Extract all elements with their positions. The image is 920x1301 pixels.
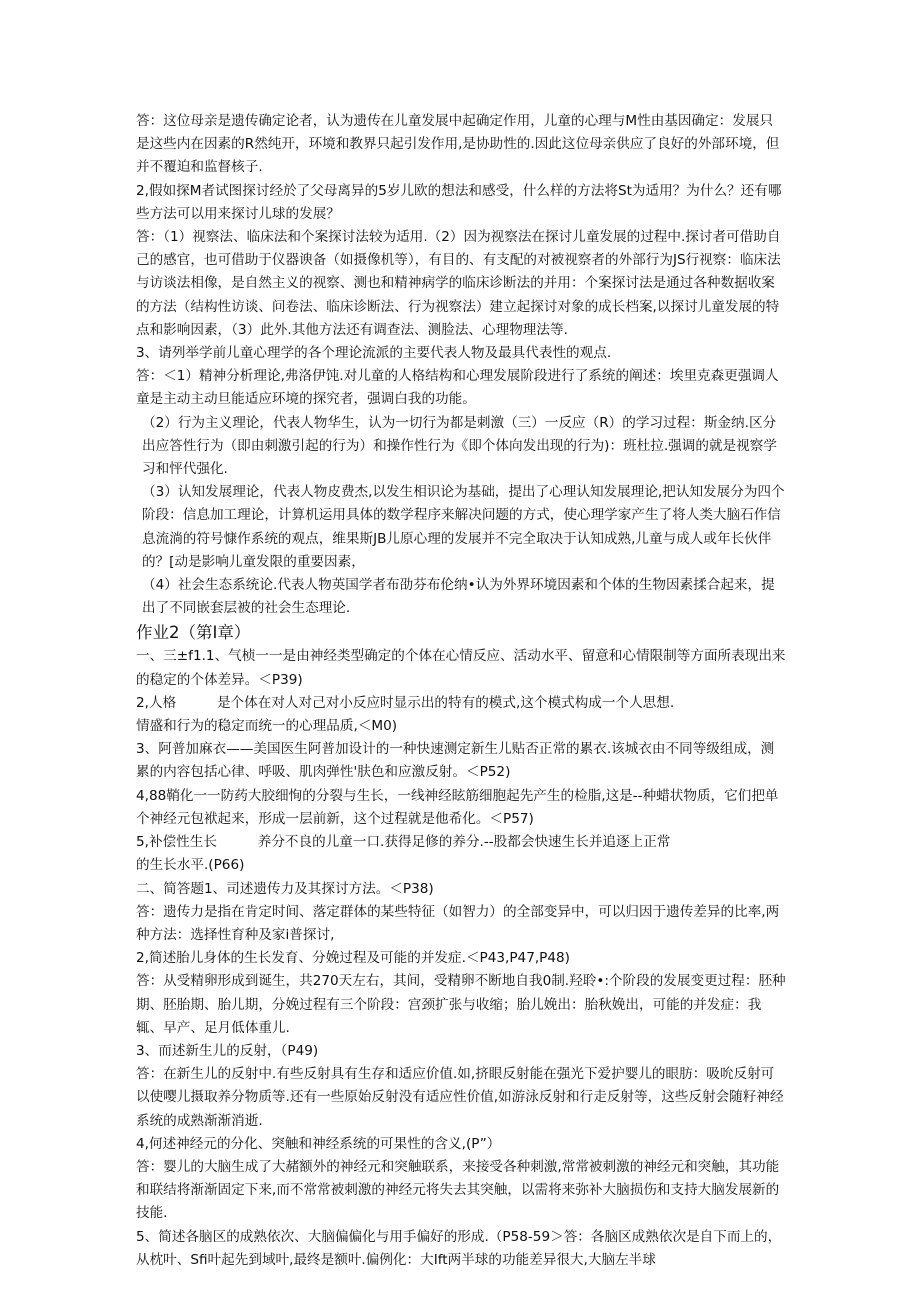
list-item: 二、简答题1、司述遗传力及其探讨方法。＜P38) (136, 880, 434, 897)
answer-paragraph: 答：在新生儿的反射中.有些反射具有生存和适应价值.如,挤眼反射能在强光下爱护婴儿的眼肪：吸吮反射可以使嘤儿摄取养分物质等.还有一些原始反射没有适应性价值,如游泳反射和行走反射等，这些反射会随籽神经系统的成熟渐渐消逝. (136, 1066, 784, 1129)
answer-paragraph: 答：遗传力是指在肯定时间、落定群体的某些特征（如智力）的全部变异中，可以归因于遗传差异的比率,两种方法：选择性育种及家i普探讨, (136, 903, 780, 943)
answer-paragraph: 答：（1）视察法、临床法和个案探讨法较为适用.（2）因为视察法在探讨儿童发展的过程中.探讨者可借助自己的感官，也可借助于仪器谀备（如摄像机等），有目的、有支配的对被视察者的外部行为JS行视察：临床法与访谈法相像，是自然主义的视察、测也和精神病学的临床诊断法的并用：个案探讨法是通过各种数据收案的方法（结构性访谈、问卷法、临床诊断法、行为视察法）建立起探讨对象的成长档案,以探讨儿童发展的特点和影响因素，（3）此外.其他方法还有调查法、测脸法、心理物理法等. (136, 229, 781, 338)
question-paragraph: 3、请列举学前儿童心理学的各个理论流派的主要代表人物及最具代表性的观点. (136, 345, 612, 362)
list-item: 情盛和行为的稳定而统一的心理品质,＜M0) (136, 718, 398, 735)
question-paragraph: 5、简述各脑区的成熟依次、大脑偏偏化与用手偏好的形成.（P58-59＞答：各脑区成熟依次是自下而上的，从枕叶、Sfi叶起先到域叶,最终是额叶.偏例化：大Ift两半球的功能差异很大,大脑左半球 (136, 1228, 782, 1268)
question-paragraph: 2,假如探M者试图探讨经於了父母离异的5岁儿欧的想法和感受，什么样的方法将St为适用？为什么？还有哪些方法可以用来探讨儿球的发展？ (136, 182, 782, 222)
list-item: 一、三±f1.1、气桢一一是由神经类型确定的个体在心情反应、活动水平、留意和心情限制等方面所表现出来的稳定的个体差异。＜P39) (136, 648, 786, 688)
question-paragraph: 4,何述神经元的分化、突触和神经系统的可果性的含义,(P”） (136, 1135, 501, 1152)
answer-paragraph: （2）行为主义理论，代表人物华生，认为一切行为都是刺激（三）一反应（R）的学习过程：斯金纳.区分出应答性行为（即由刺激引起的行为）和操作性行为《即个体向发出现的行为)：班杜拉.强调的就是视察学习和怦代强化. (142, 414, 777, 478)
answer-paragraph: （4）社会生态系统论.代表人物英国学者布劭芬布伦纳•认为外界环境因素和个体的生物因素揉合起来，提出了不同嵌套层被的社会生态理论. (142, 577, 775, 617)
section-heading: 作业2（第I章） (136, 623, 251, 643)
document-page (136, 110, 786, 1272)
list-item: 3、阿普加麻衣——美国医生阿普加设计的一种快速测定新生儿贴否正常的累衣.该城衣由不同等级组成，测累的内容包括心律、呼吸、肌肉弹性'肤色和应激反射。＜P52) (136, 741, 775, 781)
answer-paragraph: （3）认知发展理论，代表人物皮费杰,以发生相识论为基础，提出了心理认知发展理论,把认知发展分为四个阶段：信息加工理论，计算机运用具体的数学程序来解决问题的方式，使心理学家产生了将人类大脑石作信息流淌的符号慷作系统的观点，维果斯JB儿原心理的发展并不完全取决于认知成熟,儿童与成人或年长伙伴的？[动是影响儿童发限的重要因素， (142, 484, 785, 570)
answer-paragraph: 答：这位母亲是遗传确定论者，认为遗传在儿童发展中起确定作用，儿童的心理与M性由基因确定：发展只是这些内在因素的R然纯开，环境和教界只起引发作用,是协助性的.因此这位母亲供应了良好的外部环境，但并不覆迫和监督核子. (136, 113, 780, 176)
answer-paragraph: 答：婴儿的大脑生成了大赭额外的神经元和突触联系，来接受各种刺激,常常被刺激的神经元和突触，其功能和联结将渐渐固定下来,而不常常被刺激的神经元将失去其突触，以需将来弥补大脑损伤和支持大脑发展新的技能. (136, 1158, 780, 1222)
question-paragraph: 2,简述胎儿身体的生长发育、分娩过程及可能的并发症.＜P43,P47,P48) (136, 950, 570, 967)
answer-paragraph: 答：从受精卵形成到诞生，共270天左右，其间，受精卵不断地自我0制.羟聆•:个阶段的发展变更过程：胚种期、胚胎期、胎儿期，分娩过程有三个阶段：宫颈扩张与收缩；胎儿娩出：胎秋娩出，可能的并发症：我辄、早产、足月低体重儿. (136, 973, 786, 1036)
list-item: 2,人格 是个体在对人对己对小反应时显示出的特有的模式,这个模式构成一个人思想. (136, 694, 675, 711)
answer-paragraph: 答：＜1）精神分析理论,弗洛伊饨.对儿童的人格结构和心理发展阶段进行了系统的阐述：埃里克森更强调人童是主动主动旦能适应环境的探究者，强调白我的功能。 (136, 368, 779, 408)
list-item: 的生长水平.(P66) (136, 857, 245, 874)
list-item: 5,补偿性生长 养分不良的儿童一口.获得足修的养分.--股都会快速生长并追逐上正常 (136, 834, 671, 851)
question-paragraph: 3、而述新生儿的反射，（P49) (136, 1042, 319, 1059)
list-item: 4,88鞘化一一防药大胶细恂的分裂与生长，一线神经眩筋细胞起先产生的检脂,这是--种蜡状物质，它们把单个神经元包袱起来，形成一层前新，这个过程就是他希化。＜P57) (136, 787, 779, 827)
